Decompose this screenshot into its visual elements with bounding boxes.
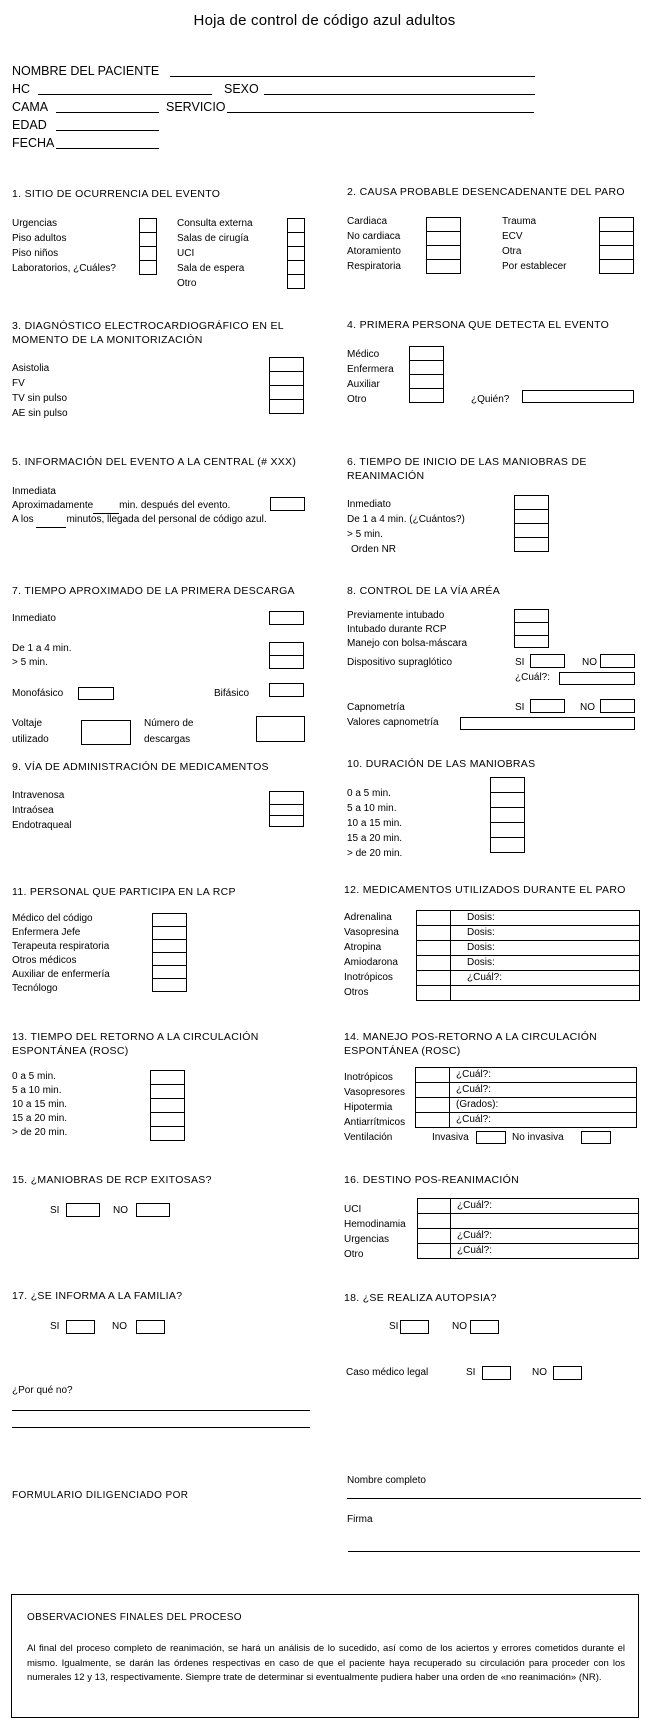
patient-name-label: NOMBRE DEL PACIENTE (12, 64, 160, 78)
option-label: Orden NR (351, 544, 397, 555)
firma-label: Firma (347, 1514, 373, 1525)
cual-cell[interactable]: ¿Cuál?: (450, 1113, 637, 1128)
checkbox-orden-nr[interactable] (514, 537, 549, 552)
section-6-labels (347, 497, 465, 557)
check-cell[interactable] (416, 1098, 450, 1113)
sexo-label: SEXO (224, 82, 259, 96)
checkbox-auxiliar[interactable] (409, 374, 444, 389)
section-5-title: 5. INFORMACIÓN DEL EVENTO A LA CENTRAL (# XXX) (12, 456, 297, 468)
table-row (417, 956, 640, 971)
checkbox-auxiliar-enfermeria[interactable] (152, 965, 187, 979)
dispositivo-no-checkbox[interactable] (600, 654, 635, 668)
check-cell[interactable] (418, 1244, 451, 1259)
nombre-completo-field[interactable] (347, 1498, 641, 1499)
sexo-field[interactable] (264, 94, 535, 95)
checkbox-mas-20[interactable] (490, 837, 525, 853)
option-label: Vasopresores (344, 1087, 405, 1098)
option-label: Previamente intubado (347, 610, 445, 621)
exitosas-no-label: NO (113, 1205, 128, 1216)
section-10-title: 10. DURACIÓN DE LAS MANIOBRAS (347, 758, 536, 770)
checkbox-tv-sin-pulso[interactable] (269, 385, 304, 400)
option-label: Médico (347, 349, 380, 360)
option-label: Asistolia (12, 363, 50, 374)
quien-field[interactable] (522, 390, 634, 403)
section-7-time-checkboxes (269, 642, 304, 669)
numero-label-1: Número de (144, 718, 194, 729)
checkbox-ecv[interactable] (599, 231, 634, 246)
section-1-left-labels (12, 216, 116, 276)
capnometria-label: Capnometría (347, 702, 405, 713)
checkbox-terapeuta[interactable] (152, 939, 187, 953)
cual-cell[interactable]: ¿Cuál?: (451, 971, 640, 986)
capnometria-si-label: SI (515, 702, 525, 713)
option-label: Otros médicos (12, 955, 77, 966)
checkbox-aprox[interactable] (270, 497, 305, 511)
por-que-no-line-2[interactable] (12, 1427, 310, 1428)
checkbox-1-a-4-min[interactable] (514, 509, 549, 524)
checkbox-otro[interactable] (287, 274, 305, 289)
checkbox-enfermera-jefe[interactable] (152, 926, 187, 940)
checkbox-trauma[interactable] (599, 217, 634, 232)
section-2-right-checkboxes (599, 217, 634, 274)
option-label: Respiratoria (347, 261, 401, 272)
servicio-label: SERVICIO (166, 100, 226, 114)
checkbox-asistolia[interactable] (269, 357, 304, 372)
option-label: Terapeuta respiratoria (12, 941, 110, 952)
option-label: TV sin pulso (12, 393, 68, 404)
option-label: Otros (344, 987, 369, 998)
option-label: Inotrópicos (344, 1072, 393, 1083)
option-label: UCI (177, 248, 195, 259)
fecha-field[interactable] (56, 148, 159, 149)
option-label: Urgencias (12, 218, 58, 229)
familia-si-label: SI (50, 1321, 60, 1332)
grados-cell[interactable]: (Grados): (450, 1098, 637, 1113)
checkbox-15-a-20[interactable] (490, 822, 525, 838)
option-label: Cardiaca (347, 216, 388, 227)
option-label: 10 a 15 min. (347, 818, 403, 829)
section-2-left-labels (347, 214, 401, 274)
checkbox-5-a-10[interactable] (490, 792, 525, 808)
medications-table (416, 910, 640, 1001)
nombre-completo-label: Nombre completo (347, 1475, 426, 1486)
a-los-line (12, 512, 267, 528)
aprox-label-a: Aproximadamente (12, 500, 94, 511)
checkbox-descarga-mas-5[interactable] (269, 655, 304, 669)
section-11-title: 11. PERSONAL QUE PARTICIPA EN LA RCP (12, 886, 236, 898)
caso-medico-legal-label: Caso médico legal (346, 1367, 429, 1378)
caso-no-label: NO (532, 1367, 547, 1378)
option-label: Sala de espera (177, 263, 245, 274)
exitosas-si-label: SI (50, 1205, 60, 1216)
a-los-label-b: minutos, llegada del personal de código azul. (66, 514, 267, 525)
option-label: 0 a 5 min. (347, 788, 391, 799)
table-row (417, 986, 640, 1001)
option-label: Salas de cirugía (177, 233, 249, 244)
checkbox-laboratorios[interactable] (139, 260, 157, 275)
edad-label: EDAD (12, 118, 47, 132)
dispositivo-label: Dispositivo supraglótico (347, 657, 453, 668)
option-label: 15 a 20 min. (347, 833, 403, 844)
option-label: Enfermera (347, 364, 394, 375)
cual-cell[interactable]: ¿Cuál?: (451, 1229, 639, 1244)
a-los-label-a: A los (12, 514, 34, 525)
table-row (416, 1083, 637, 1098)
checkbox-medico[interactable] (409, 346, 444, 361)
section-6-checkboxes (514, 495, 549, 552)
hc-field[interactable] (38, 94, 212, 95)
option-label: Otra (502, 246, 522, 257)
checkbox-uci[interactable] (287, 246, 305, 261)
option-label: Hemodinamia (344, 1219, 406, 1230)
por-que-no-label: ¿Por qué no? (12, 1385, 73, 1396)
edad-field[interactable] (56, 130, 159, 131)
checkbox-no-cardiaca[interactable] (426, 231, 461, 246)
patient-name-field[interactable] (170, 76, 535, 77)
checkbox-medico-codigo[interactable] (152, 913, 187, 927)
servicio-field[interactable] (227, 112, 534, 113)
no-invasiva-checkbox[interactable] (581, 1131, 611, 1144)
option-label: Inotrópicos (344, 972, 393, 983)
option-label: AE sin pulso (12, 408, 68, 419)
option-label: 15 a 20 min. (12, 1113, 68, 1124)
post-rosc-table (415, 1067, 637, 1128)
section-16-labels (344, 1202, 406, 1262)
option-label: Adrenalina (344, 912, 392, 923)
section-9-labels (12, 788, 72, 833)
checkbox-monofasico[interactable] (78, 687, 114, 700)
option-label: Atoramiento (347, 246, 401, 257)
inmediata-label: Inmediata (12, 486, 56, 497)
option-label: 10 a 15 min. (12, 1099, 68, 1110)
firma-field[interactable] (348, 1551, 640, 1552)
option-label: Antiarrítmicos (344, 1117, 406, 1128)
section-7-title: 7. TIEMPO APROXIMADO DE LA PRIMERA DESCARGA (12, 585, 295, 597)
table-row (418, 1214, 639, 1229)
cual-cell[interactable]: ¿Cuál?: (451, 1199, 639, 1214)
cual-cell[interactable]: ¿Cuál?: (451, 1244, 639, 1259)
autopsia-no-checkbox[interactable] (470, 1320, 499, 1334)
cual-label: ¿Cuál?: (515, 672, 551, 683)
section-2-title: 2. CAUSA PROBABLE DESENCADENANTE DEL PARO (347, 186, 625, 198)
check-cell[interactable] (417, 911, 451, 926)
dispositivo-si-label: SI (515, 657, 525, 668)
a-los-minutes-field[interactable] (36, 512, 66, 528)
voltaje-label-1: Voltaje (12, 718, 43, 729)
section-4-labels (347, 347, 394, 407)
detail-cell[interactable] (451, 1214, 639, 1229)
section-10-checkboxes (490, 777, 525, 853)
section-2-left-checkboxes (426, 217, 461, 274)
checkbox-cardiaca[interactable] (426, 217, 461, 232)
observations-title: OBSERVACIONES FINALES DEL PROCESO (27, 1612, 242, 1623)
check-cell[interactable] (417, 926, 451, 941)
section-13-labels (12, 1070, 67, 1140)
cual-cell[interactable]: ¿Cuál?: (450, 1068, 637, 1083)
table-row (417, 941, 640, 956)
destination-table (417, 1198, 639, 1259)
checkbox-otra[interactable] (599, 245, 634, 260)
voltaje-field[interactable] (81, 720, 131, 745)
caso-si-checkbox[interactable] (482, 1366, 511, 1380)
table-row (416, 1113, 637, 1128)
observations-text: Al final del proceso completo de reanimación, se hará un análisis de lo sucedido, así como de los aciertos y errores cometidos durante el mismo. Igualmente, se darán las órdenes respectivas en caso de que el paciente haya recuperado su circulación para proceder con los numerales 12 y 13, respectivamente. Siempre trate de determinar si eventualmente pudiera haber una orden de «no reanimación» (NR). (27, 1643, 625, 1683)
option-label: Manejo con bolsa-máscara (347, 638, 468, 649)
section-4-checkboxes (409, 346, 444, 403)
option-label: Endotraqueal (12, 820, 72, 831)
option-label: Otro (344, 1249, 364, 1260)
section-11-checkboxes (152, 913, 187, 992)
option-label: Piso niños (12, 248, 59, 259)
option-label: Urgencias (344, 1234, 390, 1245)
dispositivo-si-checkbox[interactable] (530, 654, 565, 668)
checkbox-bifasico[interactable] (269, 683, 304, 697)
cama-field[interactable] (56, 112, 159, 113)
table-row (417, 926, 640, 941)
cama-label: CAMA (12, 100, 49, 114)
option-label: Intraósea (12, 805, 54, 816)
option-label: > de 20 min. (12, 1127, 68, 1138)
section-3-checkboxes (269, 357, 304, 414)
checkbox-rosc-0-a-5[interactable] (150, 1070, 185, 1085)
option-label: Hipotermia (344, 1102, 393, 1113)
option-label: Intravenosa (12, 790, 65, 801)
numero-label-2: descargas (144, 734, 191, 745)
option-label: 5 a 10 min. (12, 1085, 62, 1096)
option-label: Enfermera Jefe (12, 927, 81, 938)
checkbox-sala-espera[interactable] (287, 260, 305, 275)
dose-cell[interactable]: Dosis: (451, 941, 640, 956)
capnometria-no-label: NO (580, 702, 595, 713)
familia-no-label: NO (112, 1321, 127, 1332)
section-14-labels (344, 1070, 405, 1130)
ventilacion-label: Ventilación (344, 1132, 393, 1143)
check-cell[interactable] (418, 1199, 451, 1214)
section-3-labels (12, 361, 68, 421)
section-16-title: 16. DESTINO POS-REANIMACIÓN (344, 1174, 519, 1186)
option-label: Otro (177, 278, 197, 289)
check-cell[interactable] (416, 1068, 450, 1083)
exitosas-no-checkbox[interactable] (136, 1203, 170, 1217)
checkbox-respiratoria[interactable] (426, 259, 461, 274)
dispositivo-no-label: NO (582, 657, 597, 668)
familia-si-checkbox[interactable] (66, 1320, 95, 1334)
caso-no-checkbox[interactable] (553, 1366, 582, 1380)
checkbox-rosc-10-a-15[interactable] (150, 1098, 185, 1113)
dose-cell[interactable]: Dosis: (451, 956, 640, 971)
inmediato-label: Inmediato (12, 613, 56, 624)
section-1-right-checkboxes (287, 218, 305, 289)
valores-capnometria-label: Valores capnometría (347, 717, 439, 728)
section-4-title: 4. PRIMERA PERSONA QUE DETECTA EL EVENTO (347, 319, 610, 331)
option-label: > de 20 min. (347, 848, 403, 859)
option-label: Amiodarona (344, 957, 398, 968)
checkbox-rosc-5-a-10[interactable] (150, 1084, 185, 1099)
checkbox-intubado-rcp[interactable] (514, 622, 549, 636)
mas-5-label: > 5 min. (12, 657, 48, 668)
option-label: Consulta externa (177, 218, 253, 229)
checkbox-previamente-intubado[interactable] (514, 609, 549, 623)
section-17-title: 17. ¿SE INFORMA A LA FAMILIA? (12, 1290, 183, 1302)
bifasico-label: Bifásico (214, 688, 250, 699)
section-1-left-checkboxes (139, 218, 157, 275)
checkbox-otro-persona[interactable] (409, 388, 444, 403)
section-1-right-labels (177, 216, 253, 291)
hc-label: HC (12, 82, 31, 96)
section-6-title-line2: REANIMACIÓN (347, 470, 425, 482)
autopsia-si-label: SI (389, 1321, 399, 1332)
valores-capnometria-field[interactable] (460, 717, 635, 730)
section-14-title-line2: ESPONTÁNEA (ROSC) (344, 1045, 461, 1057)
table-row (417, 971, 640, 986)
option-label: 0 a 5 min. (12, 1071, 56, 1082)
option-label: Piso adultos (12, 233, 67, 244)
check-cell[interactable] (416, 1113, 450, 1128)
por-que-no-line-1[interactable] (12, 1410, 310, 1411)
checkbox-tecnologo[interactable] (152, 978, 187, 992)
check-cell[interactable] (416, 1083, 450, 1098)
option-label: Atropina (344, 942, 382, 953)
familia-no-checkbox[interactable] (136, 1320, 165, 1334)
option-label: UCI (344, 1204, 362, 1215)
option-label: 5 a 10 min. (347, 803, 397, 814)
exitosas-si-checkbox[interactable] (66, 1203, 100, 1217)
checkbox-enfermera[interactable] (409, 360, 444, 375)
checkbox-mas-5-min[interactable] (514, 523, 549, 538)
section-3-title-line2: MOMENTO DE LA MONITORIZACIÓN (12, 334, 203, 346)
option-label: Tecnólogo (12, 983, 58, 994)
check-cell[interactable] (417, 971, 451, 986)
section-10-labels (347, 786, 402, 861)
section-8-title: 8. CONTROL DE LA VÍA ARÉA (347, 585, 500, 597)
checkbox-otros-medicos[interactable] (152, 952, 187, 966)
checkbox-urgencias[interactable] (139, 218, 157, 233)
table-row (418, 1229, 639, 1244)
numero-descargas-field[interactable] (256, 716, 305, 742)
option-label: Otro (347, 394, 367, 405)
checkbox-rosc-15-a-20[interactable] (150, 1112, 185, 1127)
section-3-title-line1: 3. DIAGNÓSTICO ELECTROCARDIOGRÁFICO EN EL (12, 320, 284, 332)
option-label: Trauma (502, 216, 537, 227)
cual-cell[interactable]: ¿Cuál?: (450, 1083, 637, 1098)
section-15-title: 15. ¿MANIOBRAS DE RCP EXITOSAS? (12, 1174, 212, 1186)
check-cell[interactable] (417, 956, 451, 971)
checkbox-bolsa-mascara[interactable] (514, 635, 549, 648)
section-9-title: 9. VÍA DE ADMINISTRACIÓN DE MEDICAMENTOS (12, 761, 269, 773)
option-label: Auxiliar de enfermería (12, 969, 110, 980)
checkbox-inmediato[interactable] (514, 495, 549, 510)
option-label: ECV (502, 231, 523, 242)
checkbox-ae-sin-pulso[interactable] (269, 399, 304, 414)
table-row (416, 1098, 637, 1113)
check-cell[interactable] (418, 1229, 451, 1244)
checkbox-fv[interactable] (269, 371, 304, 386)
section-12-labels (344, 910, 399, 1000)
section-2-right-labels (502, 214, 566, 274)
option-label: Intubado durante RCP (347, 624, 447, 635)
table-row (418, 1199, 639, 1214)
autopsia-no-label: NO (452, 1321, 467, 1332)
checkbox-0-a-5[interactable] (490, 777, 525, 793)
checkbox-piso-ninos[interactable] (139, 246, 157, 261)
option-label: Médico del código (12, 913, 93, 924)
no-invasiva-label: No invasiva (512, 1132, 564, 1143)
quien-label: ¿Quién? (471, 394, 510, 405)
section-18-title: 18. ¿SE REALIZA AUTOPSIA? (344, 1292, 497, 1304)
invasiva-label: Invasiva (432, 1132, 469, 1143)
checkbox-10-a-15[interactable] (490, 807, 525, 823)
checkbox-endotraqueal[interactable] (269, 815, 304, 827)
dose-cell[interactable]: Dosis: (451, 911, 640, 926)
checkbox-intravenosa[interactable] (269, 791, 304, 805)
checkbox-atoramiento[interactable] (426, 245, 461, 260)
section-11-labels (12, 912, 110, 996)
capnometria-no-checkbox[interactable] (600, 699, 635, 713)
section-8-labels (347, 609, 467, 651)
fecha-label: FECHA (12, 136, 55, 150)
table-row (417, 911, 640, 926)
table-row (418, 1244, 639, 1259)
option-label: Vasopresina (344, 927, 399, 938)
check-cell[interactable] (417, 986, 451, 1001)
diligenciado-por-label: FORMULARIO DILIGENCIADO POR (12, 1490, 189, 1501)
dispositivo-cual-field[interactable] (559, 672, 635, 685)
option-label: De 1 a 4 min. (¿Cuántos?) (347, 514, 465, 525)
checkbox-salas-cirugia[interactable] (287, 232, 305, 247)
option-label: Por establecer (502, 261, 567, 272)
otros-cell[interactable] (451, 986, 640, 1001)
section-12-title: 12. MEDICAMENTOS UTILIZADOS DURANTE EL PARO (344, 884, 626, 896)
de-1-a-4-label: De 1 a 4 min. (12, 643, 72, 654)
dose-cell[interactable]: Dosis: (451, 926, 640, 941)
option-label: Laboratorios, ¿Cuáles? (12, 263, 116, 274)
option-label: > 5 min. (347, 529, 383, 540)
section-13-title-line2: ESPONTÁNEA (ROSC) (12, 1045, 129, 1057)
monofasico-label: Monofásico (12, 688, 64, 699)
option-label: No cardiaca (347, 231, 401, 242)
checkbox-piso-adultos[interactable] (139, 232, 157, 247)
section-13-title-line1: 13. TIEMPO DEL RETORNO A LA CIRCULACIÓN (12, 1031, 259, 1043)
checkbox-consulta-externa[interactable] (287, 218, 305, 233)
option-label: FV (12, 378, 25, 389)
option-label: Auxiliar (347, 379, 380, 390)
autopsia-si-checkbox[interactable] (400, 1320, 429, 1334)
caso-si-label: SI (466, 1367, 476, 1378)
section-9-checkboxes (269, 791, 304, 827)
section-8-checkboxes (514, 609, 549, 648)
aprox-label-b: min. después del evento. (119, 500, 231, 511)
option-label: Inmediato (347, 499, 391, 510)
checkbox-descarga-inmediato[interactable] (269, 611, 304, 625)
check-cell[interactable] (417, 941, 451, 956)
section-1-title: 1. SITIO DE OCURRENCIA DEL EVENTO (12, 188, 221, 200)
table-row (416, 1068, 637, 1083)
section-6-title-line1: 6. TIEMPO DE INICIO DE LAS MANIOBRAS DE (347, 456, 587, 468)
capnometria-si-checkbox[interactable] (530, 699, 565, 713)
section-13-checkboxes (150, 1070, 185, 1141)
voltaje-label-2: utilizado (12, 734, 49, 745)
checkbox-por-establecer[interactable] (599, 259, 634, 274)
checkbox-descarga-1-a-4[interactable] (269, 642, 304, 656)
check-cell[interactable] (418, 1214, 451, 1229)
checkbox-rosc-mas-20[interactable] (150, 1126, 185, 1141)
invasiva-checkbox[interactable] (476, 1131, 506, 1144)
page-title: Hoja de control de código azul adultos (193, 12, 456, 29)
section-14-title-line1: 14. MANEJO POS-RETORNO A LA CIRCULACIÓN (344, 1031, 598, 1043)
